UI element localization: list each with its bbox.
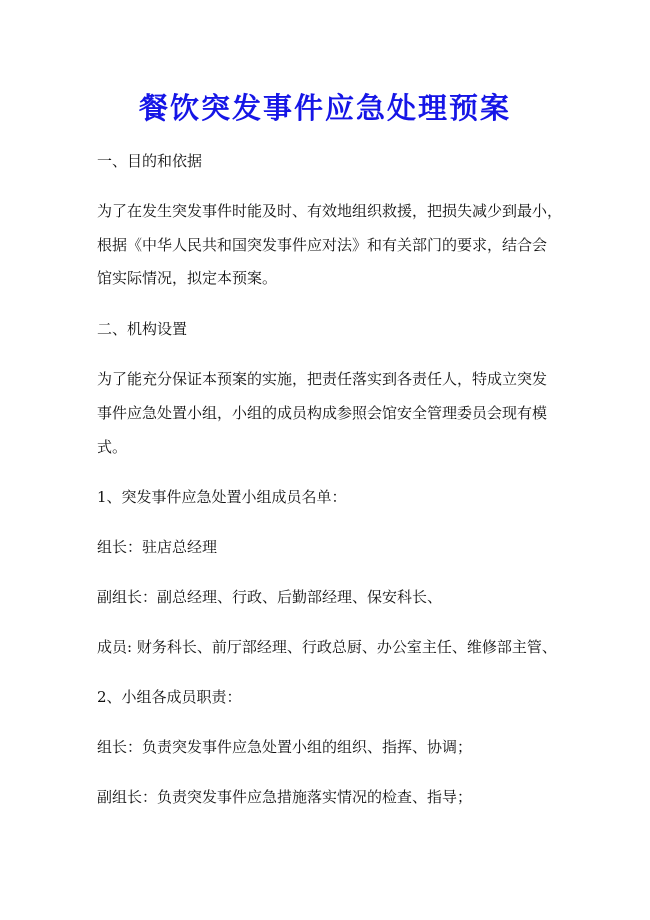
leader-line: 组长：驻店总经理	[97, 538, 218, 556]
section2-paragraph-line: 式。	[97, 438, 128, 456]
section1-paragraph-line: 为了在发生突发事件时能及时、有效地组织救援，把损失减少到最小，	[97, 202, 563, 220]
document-title: 餐饮突发事件应急处理预案	[138, 91, 511, 125]
item2-heading: 2、小组各成员职责：	[97, 688, 242, 706]
section2-heading: 二、机构设置	[97, 320, 188, 338]
item1-heading: 1、突发事件应急处置小组成员名单：	[97, 488, 347, 506]
deputy-leader-line: 副组长：副总经理、行政、后勤部经理、保安科长、	[97, 588, 443, 606]
section1-paragraph-line: 根据《中华人民共和国突发事件应对法》和有关部门的要求，结合会	[97, 236, 548, 254]
section1-heading: 一、目的和依据	[97, 152, 203, 170]
members-line: 成员: 财务科长、前厅部经理、行政总厨、办公室主任、维修部主管、	[97, 638, 557, 656]
section2-paragraph-line: 事件应急处置小组，小组的成员构成参照会馆安全管理委员会现有模	[97, 404, 548, 422]
section1-paragraph-line: 馆实际情况，拟定本预案。	[97, 269, 278, 287]
section2-paragraph-line: 为了能充分保证本预案的实施，把责任落实到各责任人，特成立突发	[97, 370, 548, 388]
deputy-duty-line: 副组长：负责突发事件应急措施落实情况的检查、指导；	[97, 788, 473, 806]
leader-duty-line: 组长：负责突发事件应急处置小组的组织、指挥、协调；	[97, 738, 473, 756]
